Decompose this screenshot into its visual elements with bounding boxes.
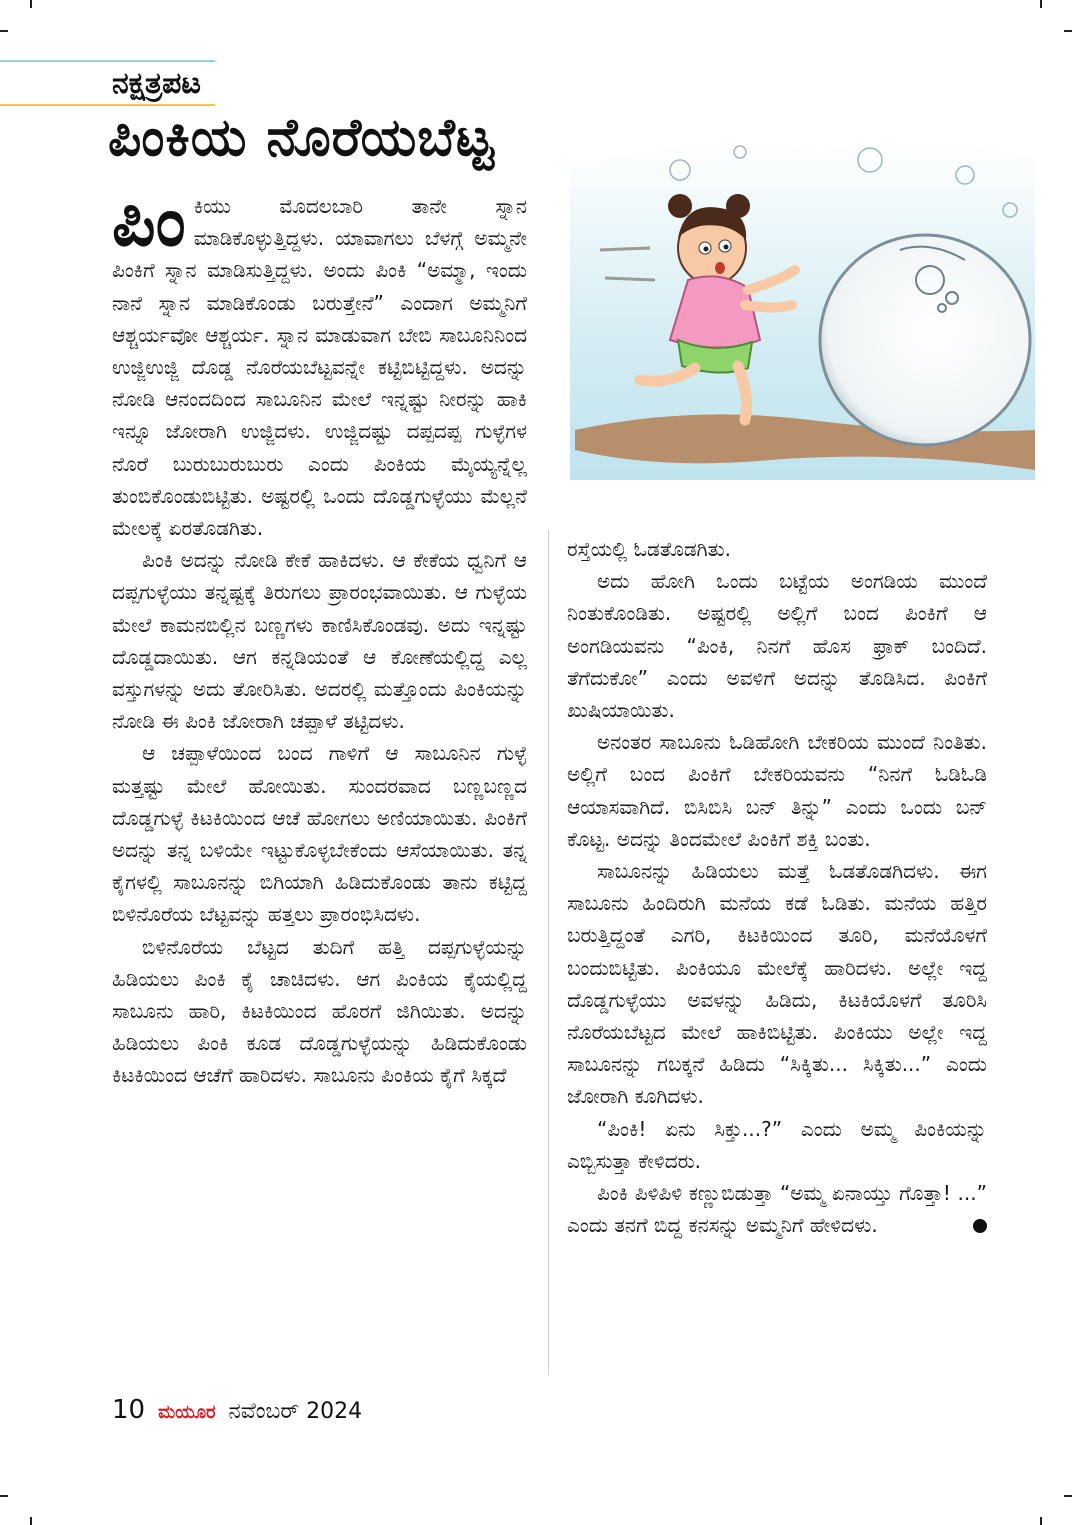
crop-mark: [30, 1517, 32, 1525]
crop-mark: [1064, 30, 1072, 32]
crop-mark: [1040, 0, 1042, 8]
story-illustration: [570, 130, 1035, 480]
paragraph: ಸಾಬೂನನ್ನು ಹಿಡಿಯಲು ಮತ್ತೆ ಓಡತೊಡಗಿದಳು. ಈಗ ಸಾಬೂನು ಹಿಂದಿರುಗಿ ಮನೆಯ ಕಡೆ ಓಡಿತು. ಮನೆಯ ಹತ್ತಿರ ಬರುತ್ತಿದ್ದಂತೆ ಎಗರಿ, ಕಿಟಕಿಯಿಂದ ತೂರಿ, ಮನೆಯೊಳಗೆ ಬಂದುಬಿಟ್ಟಿತು. ಪಿಂಕಿಯೂ ಮೇಲೆಕ್ಕೆ ಹಾರಿದಳು. ಅಲ್ಲೇ ಇದ್ದ ದೊಡ್ಡಗುಳ್ಳೆಯು ಅವಳನ್ನು ಹಿಡಿದು, ಕಿಟಕಿಯೊಳಗೆ ತೂರಿಸಿ ನೊರೆಯಬೆಟ್ಟದ ಮೇಲೆ ಹಾಕಿಬಿಟ್ಟಿತು. ಪಿಂಕಿಯು ಅಲ್ಲೇ ಇದ್ದ ಸಾಬೂನನ್ನು ಗಬಕ್ಕನೆ ಹಿಡಿದು “ಸಿಕ್ಕಿತು... ಸಿಕ್ಕಿತು...” ಎಂದು ಜೋರಾಗಿ ಕೂಗಿದಳು.: [567, 859, 987, 1109]
section-tag: ನಕ್ಷತ್ರಪಟ: [112, 66, 201, 101]
article-title: ಪಿಂಕಿಯ ನೊರೆಯಬೆಟ್ಟ: [108, 108, 495, 168]
column-left: [112, 183, 527, 1092]
section-rule-bottom: [0, 104, 215, 106]
paragraph: ಅದು ಹೋಗಿ ಒಂದು ಬಟ್ಟೆಯ ಅಂಗಡಿಯ ಮುಂದೆ ನಿಂತುಕೊಂಡಿತು. ಅಷ್ಟರಲ್ಲಿ ಅಲ್ಲಿಗೆ ಬಂದ ಪಿಂಕಿಗೆ ಆ ಅಂಗಡಿಯವನು “ಪಿಂಕಿ, ನಿನಗೆ ಹೊಸ ಫ್ರಾಕ್ ಬಂದಿದೆ. ತೆಗೆದುಕೋ” ಎಂದು ಅವಳಿಗೆ ಅದನ್ನು ತೊಡಿಸಿದ. ಪಿಂಕಿಗೆ ಖುಷಿಯಾಯಿತು.: [567, 569, 987, 723]
paragraph: ಕಿಯು ಮೊದಲಬಾರಿ ತಾನೇ ಸ್ನಾನ ಮಾಡಿಕೊಳ್ಳುತ್ತಿದ್ದಳು. ಯಾವಾಗಲು ಬೆಳಗ್ಗೆ ಅಮ್ಮನೇ ಪಿಂಕಿಗೆ ಸ್ನಾನ ಮಾಡಿಸುತ್ತಿದ್ದಳು. ಅಂದು ಪಿಂಕಿ “ಅಮ್ಮಾ, ಇಂದು ನಾನೆ ಸ್ನಾನ ಮಾಡಿಕೊಂಡು ಬರುತ್ತೇನೆ” ಎಂದಾಗ ಅಮ್ಮನಿಗೆ ಆಶ್ಚರ್ಯವೋ ಆಶ್ಚರ್ಯ. ಸ್ನಾನ ಮಾಡುವಾಗ ಬೇಬಿ ಸಾಬೂನಿನಿಂದ ಉಜ್ಜಿಉಜ್ಜಿ ದೊಡ್ಡ ನೊರೆಯಬೆಟ್ಟವನ್ನೇ ಕಟ್ಟಿಬಿಟ್ಟಿದ್ದಳು. ಅದನ್ನು ನೋಡಿ ಆನಂದದಿಂದ ಸಾಬೂನಿನ ಮೇಲೆ ಇನ್ನಷ್ಟು ನೀರನ್ನು ಹಾಕಿ ಇನ್ನೂ ಜೋರಾಗಿ ಉಜ್ಜಿದಳು. ಉಜ್ಜಿದಷ್ಟು ದಪ್ಪದಪ್ಪ ಗುಳ್ಳೆಗಳ ನೊರೆ ಬುರುಬುರುಬುರು ಎಂದು ಪಿಂಕಿಯ ಮೈಯ್ಯನ್ನೆಲ್ಲ ತುಂಬಿಕೊಂಡುಬಿಟ್ಟಿತು. ಅಷ್ಟರಲ್ಲಿ ಒಂದು ದೊಡ್ಡಗುಳ್ಳೆಯು ಮೆಲ್ಲನೆ ಮೇಲಕ್ಕೆ ಏರತೊಡಗಿತು.: [112, 194, 527, 541]
end-of-article-bullet: [973, 1219, 987, 1233]
page-footer: [112, 1395, 362, 1425]
crop-mark: [30, 0, 32, 8]
paragraph: ಪಿಂಕಿ ಅದನ್ನು ನೋಡಿ ಕೇಕೆ ಹಾಕಿದಳು. ಆ ಕೇಕೆಯ ಧ್ವನಿಗೆ ಆ ದಪ್ಪಗುಳ್ಳೆಯು ತನ್ನಷ್ಟಕ್ಕೆ ತಿರುಗಲು ಪ್ರಾರಂಭವಾಯಿತು. ಆ ಗುಳ್ಳೆಯ ಮೇಲೆ ಕಾಮನಬಿಲ್ಲಿನ ಬಣ್ಣಗಳು ಕಾಣಿಸಿಕೊಂಡವು. ಅದು ಇನ್ನಷ್ಟು ದೊಡ್ಡದಾಯಿತು. ಆಗ ಕನ್ನಡಿಯಂತೆ ಆ ಕೋಣೆಯಲ್ಲಿದ್ದ ಎಲ್ಲ ವಸ್ತುಗಳನ್ನು ಅದು ತೋರಿಸಿತು. ಅದರಲ್ಲಿ ಮತ್ತೊಂದು ಪಿಂಕಿಯನ್ನು ನೋಡಿ ಈ ಪಿಂಕಿ ಜೋರಾಗಿ ಚಪ್ಪಾಳೆ ತಟ್ಟಿದಳು.: [112, 548, 527, 734]
paragraph: ಅನಂತರ ಸಾಬೂನು ಓಡಿಹೋಗಿ ಬೇಕರಿಯ ಮುಂದೆ ನಿಂತಿತು. ಅಲ್ಲಿಗೆ ಬಂದ ಪಿಂಕಿಗೆ ಬೇಕರಿಯವನು “ನಿನಗೆ ಓಡಿಓಡಿ ಆಯಾಸವಾಗಿದೆ. ಬಿಸಿಬಿಸಿ ಬನ್ ತಿನ್ನು” ಎಂದು ಒಂದು ಬನ್ ಕೊಟ್ಟ. ಅದನ್ನು ತಿಂದಮೇಲೆ ಪಿಂಕಿಗೆ ಶಕ್ತಿ ಬಂತು.: [567, 730, 987, 851]
crop-mark: [1064, 1495, 1072, 1497]
issue-date: ನವೆಂಬರ್ 2024: [228, 1399, 363, 1424]
paragraph: ಪಿಂಕಿ ಪಿಳಿಪಿಳಿ ಕಣ್ಣುಬಿಡುತ್ತಾ “ಅಮ್ಮ ಏನಾಯ್ತು ಗೊತ್ತಾ! ...” ಎಂದು ತನಗೆ ಬಿದ್ದ ಕನಸನ್ನು ಅಮ್ಮನಿಗೆ ಹೇಳಿದಳು.: [567, 1181, 987, 1238]
crop-mark: [0, 1495, 8, 1497]
column-right: [567, 533, 987, 1241]
crop-mark: [1040, 1517, 1042, 1525]
drop-cap: ಪಿಂ: [112, 183, 186, 262]
crop-mark: [0, 30, 8, 32]
section-rule-top: [0, 60, 215, 62]
paragraph: ಆ ಚಪ್ಪಾಳೆಯಿಂದ ಬಂದ ಗಾಳಿಗೆ ಆ ಸಾಬೂನಿನ ಗುಳ್ಳೆ ಮತ್ತಷ್ಟು ಮೇಲೆ ಹೋಯಿತು. ಸುಂದರವಾದ ಬಣ್ಣಬಣ್ಣದ ದೊಡ್ಡಗುಳ್ಳೆ ಕಿಟಕಿಯಿಂದ ಆಚೆ ಹೋಗಲು ಅಣಿಯಾಯಿತು. ಪಿಂಕಿಗೆ ಅದನ್ನು ತನ್ನ ಬಳಿಯೇ ಇಟ್ಟುಕೊಳ್ಳಬೇಕೆಂದು ಆಸೆಯಾಯಿತು. ತನ್ನ ಕೈಗಳಲ್ಲಿ ಸಾಬೂನನ್ನು ಬಿಗಿಯಾಗಿ ಹಿಡಿದುಕೊಂಡು ತಾನು ಕಟ್ಟಿದ್ದ ಬಿಳಿನೊರೆಯ ಬೆಟ್ಟವನ್ನು ಹತ್ತಲು ಪ್ರಾರಂಭಿಸಿದಳು.: [112, 741, 527, 927]
column-divider: [548, 530, 549, 1375]
paragraph: “ಪಿಂಕಿ! ಏನು ಸಿಕ್ತು...?” ಎಂದು ಅಮ್ಮ ಪಿಂಕಿಯನ್ನು ಎಬ್ಬಿಸುತ್ತಾ ಕೇಳಿದರು.: [567, 1116, 987, 1173]
paragraph: ಬಿಳಿನೊರೆಯ ಬೆಟ್ಟದ ತುದಿಗೆ ಹತ್ತಿ ದಪ್ಪಗುಳ್ಳೆಯನ್ನು ಹಿಡಿಯಲು ಪಿಂಕಿ ಕೈ ಚಾಚಿದಳು. ಆಗ ಪಿಂಕಿಯ ಕೈಯಲ್ಲಿದ್ದ ಸಾಬೂನು ಹಾರಿ, ಕಿಟಕಿಯಿಂದ ಹೊರಗೆ ಜಿಗಿಯಿತು. ಅದನ್ನು ಹಿಡಿಯಲು ಪಿಂಕಿ ಕೂಡ ದೊಡ್ಡಗುಳ್ಳೆಯನ್ನು ಹಿಡಿದುಕೊಂಡು ಕಿಟಕಿಯಿಂದ ಆಚೆಗೆ ಹಾರಿದಳು. ಸಾಬೂನು ಪಿಂಕಿಯ ಕೈಗೆ ಸಿಕ್ಕದೆ: [112, 934, 527, 1088]
paragraph: ರಸ್ತೆಯಲ್ಲಿ ಓಡತೊಡಗಿತು.: [567, 537, 731, 561]
page-number: 10: [112, 1395, 146, 1425]
magazine-logo: ಮಯೂರ: [158, 1402, 216, 1423]
